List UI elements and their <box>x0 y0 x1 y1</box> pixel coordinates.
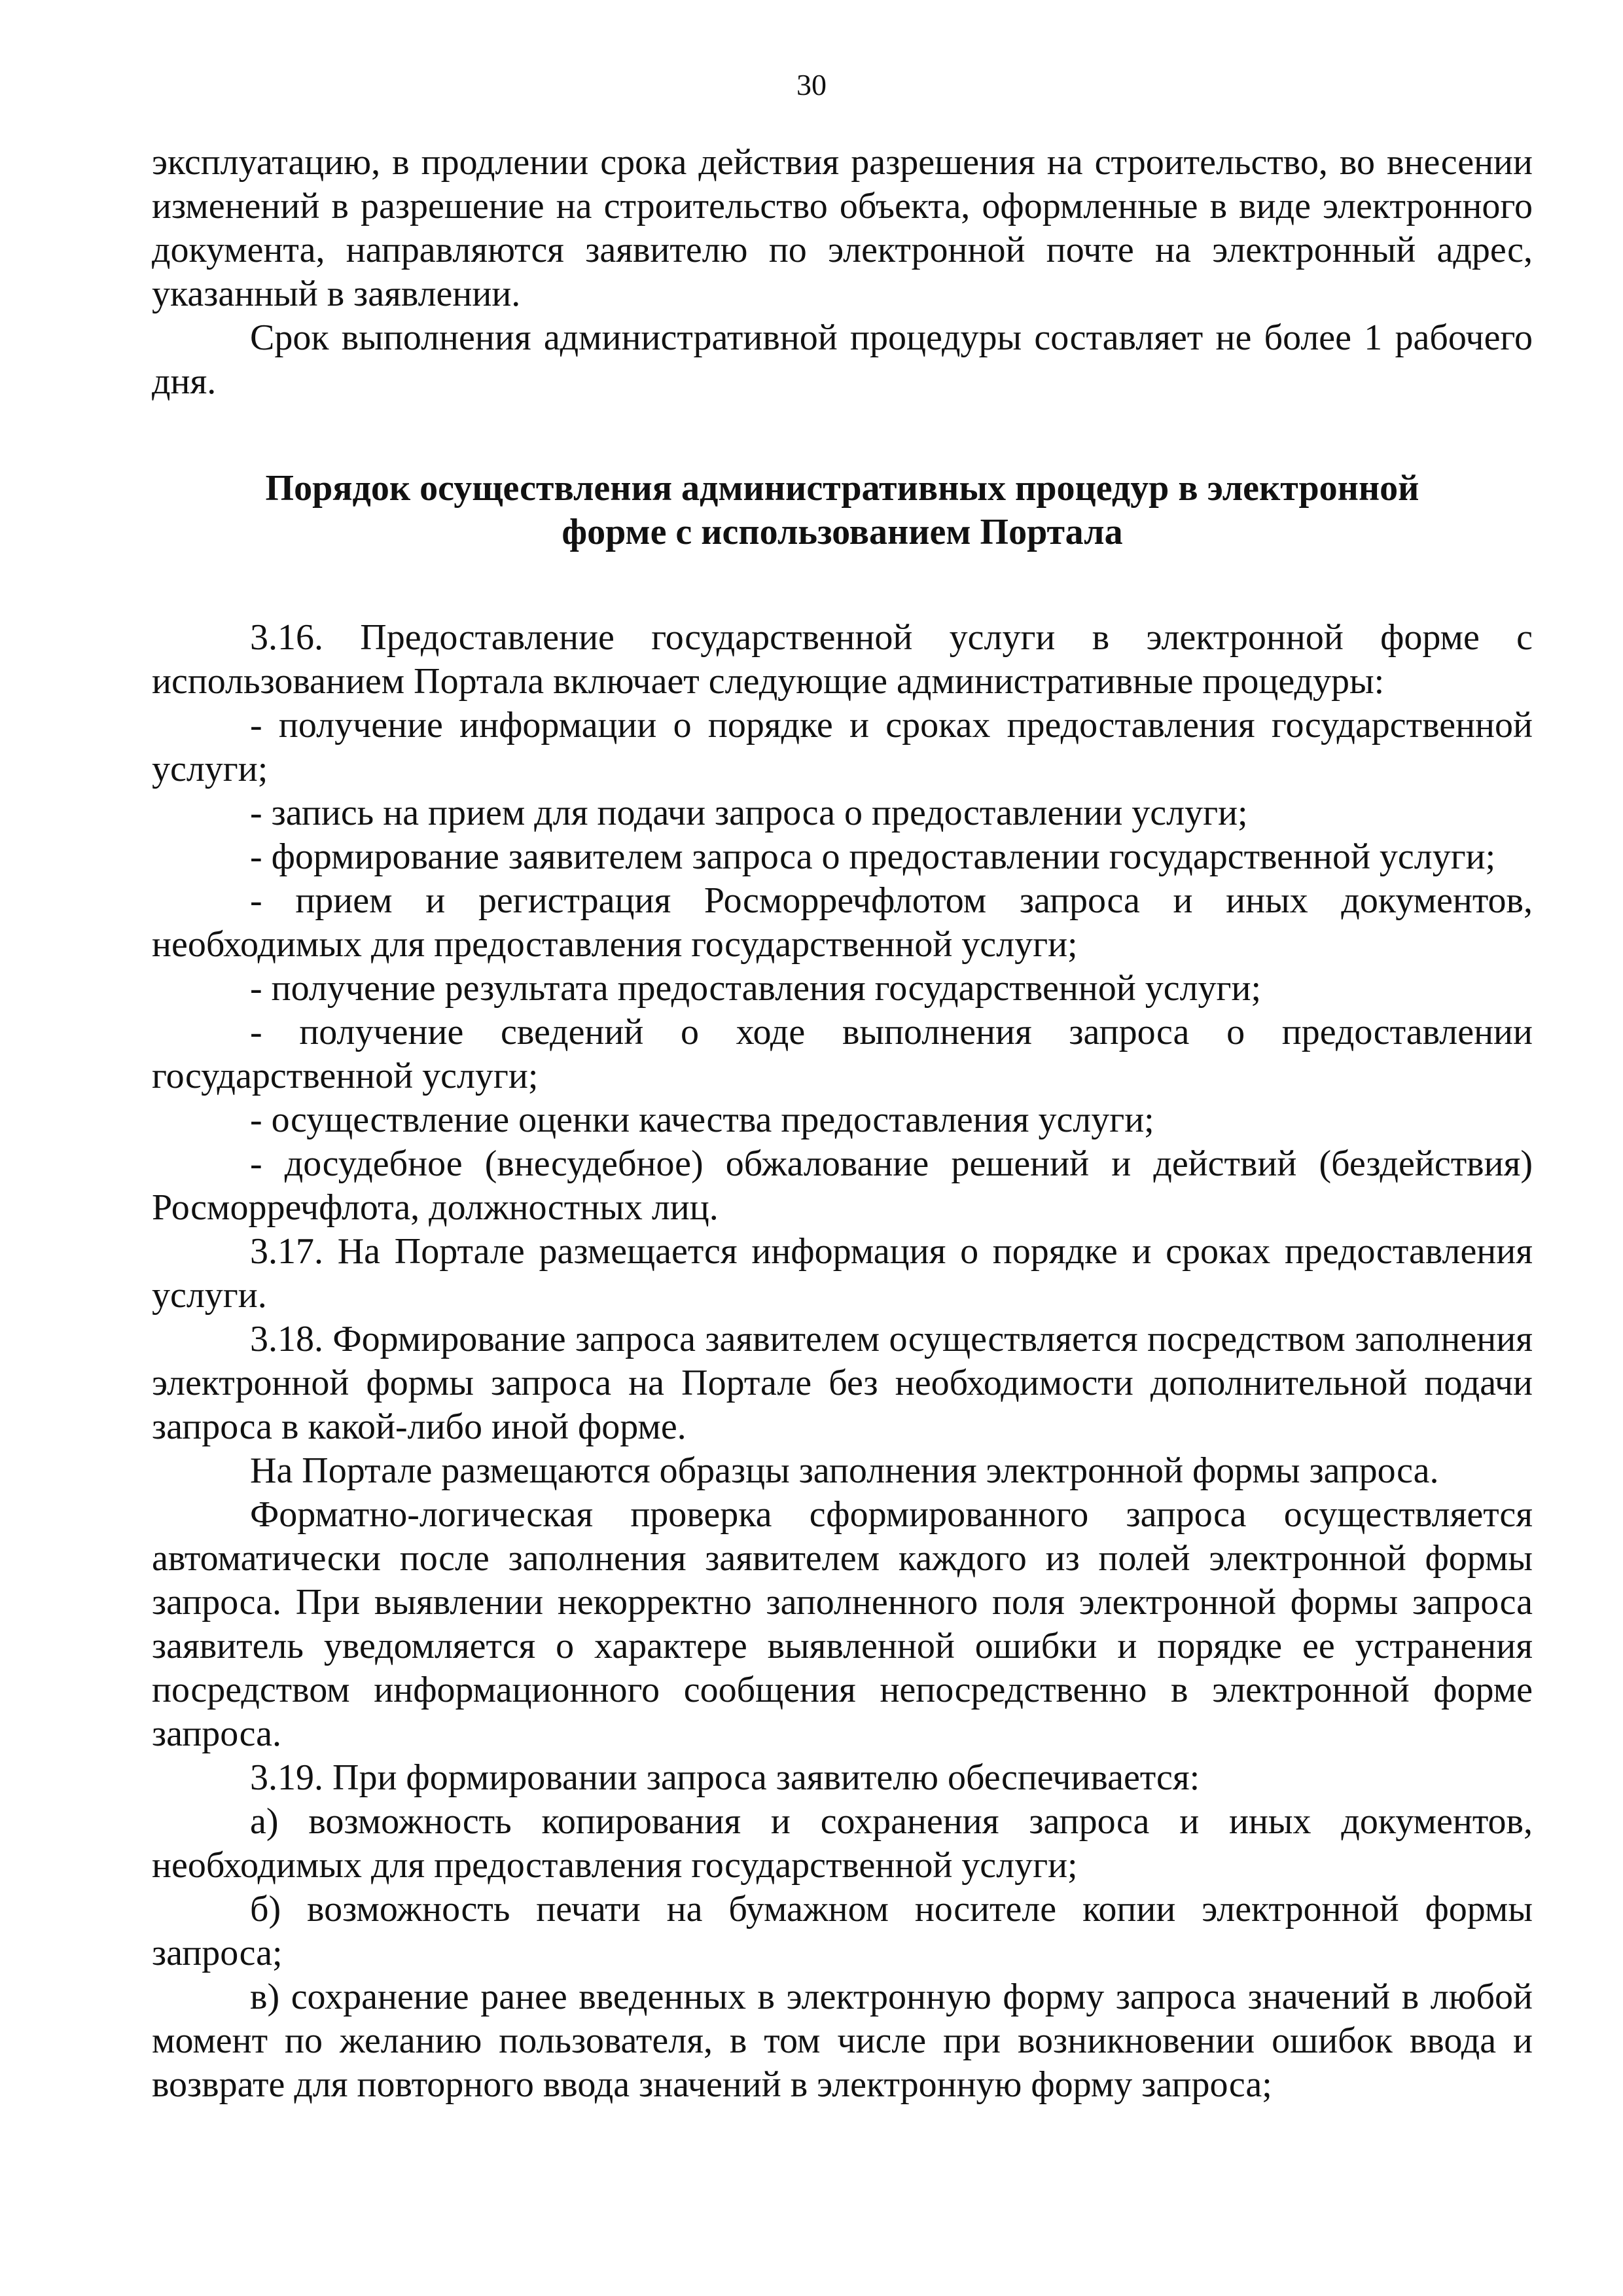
paragraph: Форматно-логическая проверка сформированного запроса осуществляется автоматически после заполнения заявителем каждого из полей электронной формы запроса. При выявлении некорректно заполненного поля электронной формы запроса заявитель уведомляется о характере выявленной ошибки и порядке ее устранения посредством информационного сообщения непосредственно в электронной форме запроса. <box>152 1494 1533 1754</box>
paragraph: 3.19. При формировании запроса заявителю обеспечивается: <box>250 1757 1200 1798</box>
paragraph: 3.17. На Портале размещается информация о порядке и сроках предоставления услуги. <box>152 1231 1533 1316</box>
list-item: - досудебное (внесудебное) обжалование решений и действий (бездействия) Росморречфлота, должностных лиц. <box>152 1143 1533 1228</box>
list-item: - осуществление оценки качества предоставления услуги; <box>250 1100 1154 1140</box>
list-item: - получение информации о порядке и сроках предоставления государственной услуги; <box>152 705 1533 789</box>
page-number: 30 <box>796 68 827 101</box>
section-heading: Порядок осуществления административных процедур в электронной форме с использованием Портала <box>265 468 1419 552</box>
list-item: - получение результата предоставления государственной услуги; <box>250 968 1262 1009</box>
paragraph: 3.16. Предоставление государственной услуги в электронной форме с использованием Портала включает следующие административные процедуры: <box>152 617 1533 702</box>
list-item: - запись на прием для подачи запроса о предоставлении услуги; <box>250 793 1248 833</box>
list-item: - формирование заявителем запроса о предоставлении государственной услуги; <box>250 836 1496 877</box>
list-item: а) возможность копирования и сохранения запроса и иных документов, необходимых для предоставления государственной услуги; <box>152 1801 1533 1886</box>
paragraph: эксплуатацию, в продлении срока действия разрешения на строительство, во внесении изменений в разрешение на строительство объекта, оформленные в виде электронного документа, направляются заявителю по электронной почте на электронный адрес, указанный в заявлении. <box>152 142 1533 314</box>
list-item: в) сохранение ранее введенных в электронную форму запроса значений в любой момент по желанию пользователя, в том числе при возникновении ошибок ввода и возврате для повторного ввода значений в электронную форму запроса; <box>152 1977 1533 2105</box>
list-item: б) возможность печати на бумажном носителе копии электронной формы запроса; <box>152 1889 1533 1973</box>
paragraph: На Портале размещаются образцы заполнения электронной формы запроса. <box>250 1450 1439 1491</box>
list-item: - получение сведений о ходе выполнения запроса о предоставлении государственной услуги; <box>152 1012 1533 1096</box>
paragraph: Срок выполнения административной процедуры составляет не более 1 рабочего дня. <box>152 317 1533 402</box>
document-body <box>152 141 1533 2107</box>
paragraph: 3.18. Формирование запроса заявителем осуществляется посредством заполнения электронной формы запроса на Портале без необходимости дополнительной подачи запроса в какой-либо иной форме. <box>152 1319 1533 1447</box>
list-item: - прием и регистрация Росморречфлотом запроса и иных документов, необходимых для предоставления государственной услуги; <box>152 880 1533 965</box>
